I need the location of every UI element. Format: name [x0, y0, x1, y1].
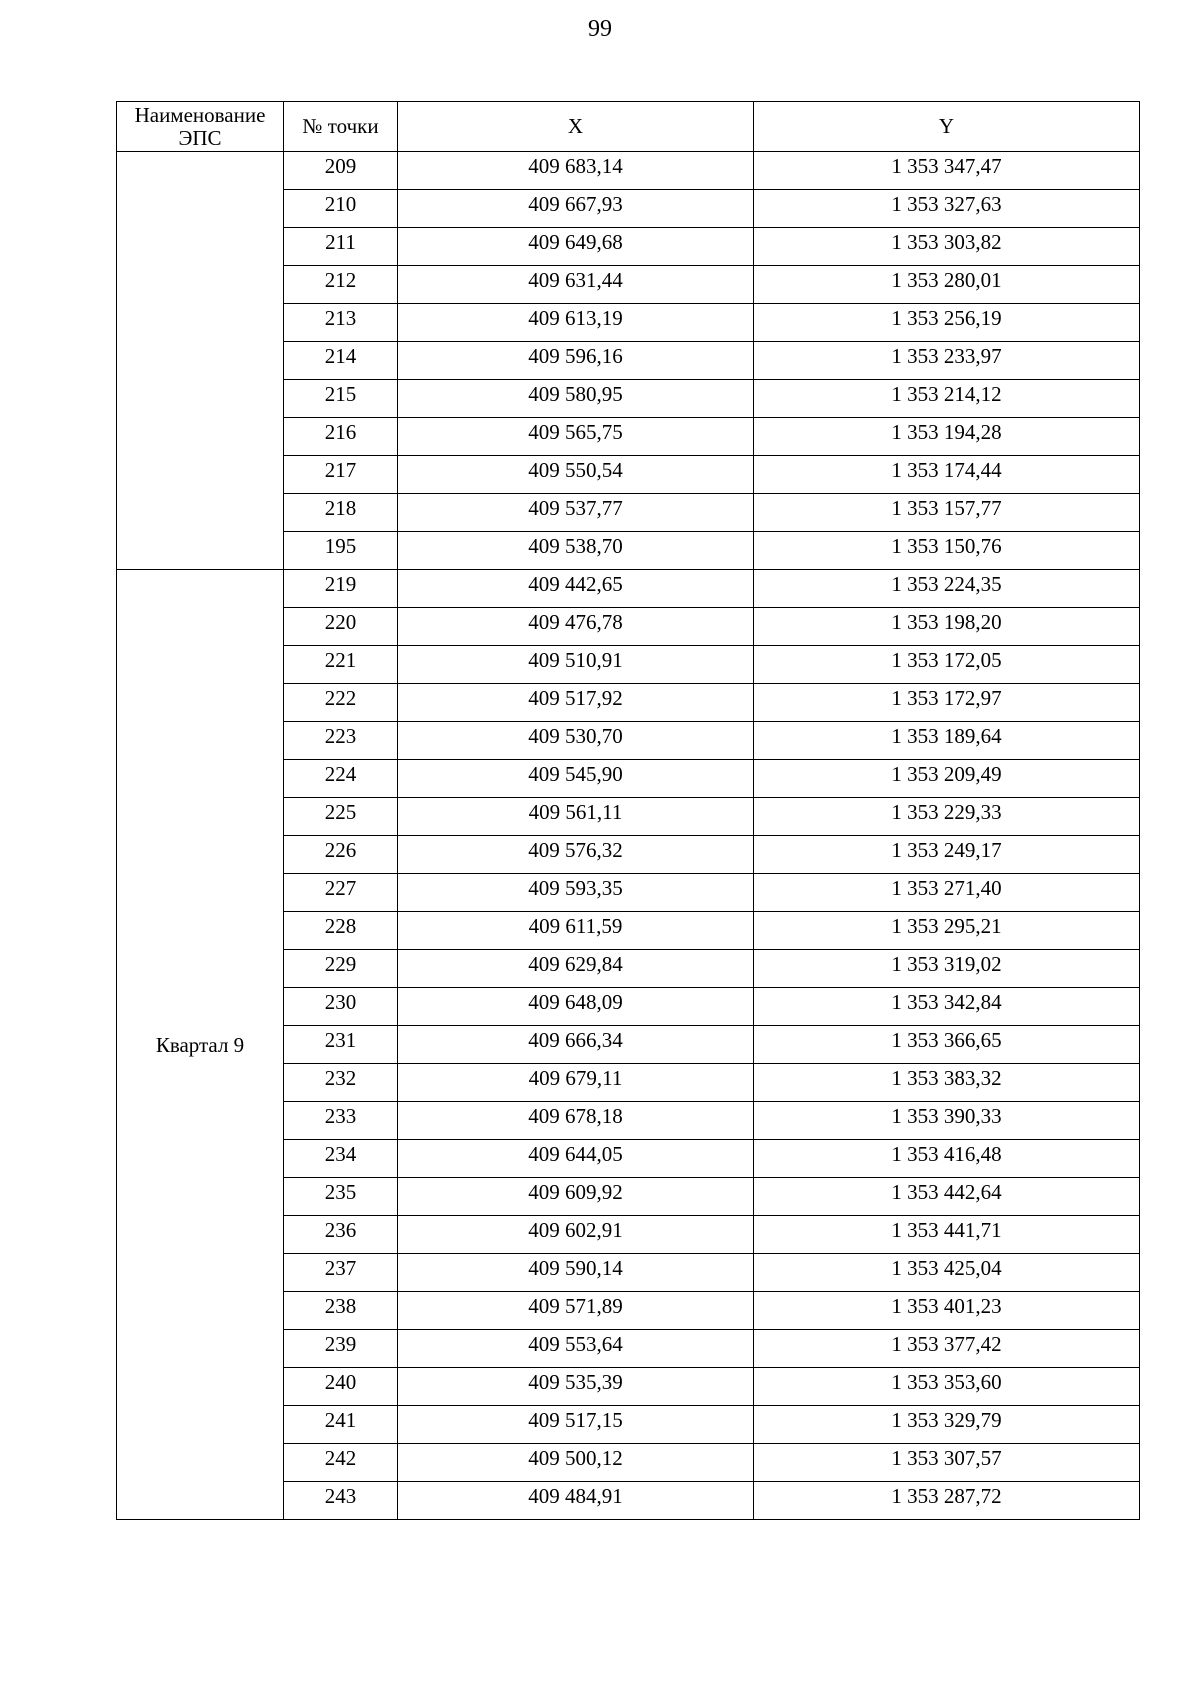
x-coordinate-cell: 409 535,39	[398, 1368, 754, 1406]
y-coordinate-cell: 1 353 280,01	[754, 266, 1140, 304]
point-number-cell: 240	[284, 1368, 398, 1406]
y-coordinate-cell: 1 353 172,97	[754, 684, 1140, 722]
point-number-cell: 218	[284, 494, 398, 532]
point-number-cell: 220	[284, 608, 398, 646]
point-number-cell: 224	[284, 760, 398, 798]
point-number-cell: 228	[284, 912, 398, 950]
point-number-cell: 229	[284, 950, 398, 988]
y-coordinate-cell: 1 353 327,63	[754, 190, 1140, 228]
point-number-cell: 236	[284, 1216, 398, 1254]
point-number-cell: 235	[284, 1178, 398, 1216]
point-number-cell: 226	[284, 836, 398, 874]
x-coordinate-cell: 409 530,70	[398, 722, 754, 760]
x-coordinate-cell: 409 576,32	[398, 836, 754, 874]
point-number-cell: 219	[284, 570, 398, 608]
y-coordinate-cell: 1 353 157,77	[754, 494, 1140, 532]
point-number-cell: 195	[284, 532, 398, 570]
point-number-cell: 232	[284, 1064, 398, 1102]
y-coordinate-cell: 1 353 441,71	[754, 1216, 1140, 1254]
x-coordinate-cell: 409 631,44	[398, 266, 754, 304]
x-coordinate-cell: 409 553,64	[398, 1330, 754, 1368]
y-coordinate-cell: 1 353 271,40	[754, 874, 1140, 912]
x-coordinate-cell: 409 666,34	[398, 1026, 754, 1064]
header-row	[117, 102, 1140, 152]
y-coordinate-cell: 1 353 209,49	[754, 760, 1140, 798]
point-number-cell: 209	[284, 152, 398, 190]
y-coordinate-cell: 1 353 174,44	[754, 456, 1140, 494]
point-number-cell: 241	[284, 1406, 398, 1444]
y-coordinate-cell: 1 353 249,17	[754, 836, 1140, 874]
y-coordinate-cell: 1 353 353,60	[754, 1368, 1140, 1406]
y-coordinate-cell: 1 353 329,79	[754, 1406, 1140, 1444]
eps-name-cell: Квартал 9	[117, 570, 284, 1520]
point-number-cell: 223	[284, 722, 398, 760]
x-coordinate-cell: 409 580,95	[398, 380, 754, 418]
x-coordinate-cell: 409 667,93	[398, 190, 754, 228]
header-name: Наименование ЭПС	[117, 102, 284, 152]
point-number-cell: 225	[284, 798, 398, 836]
x-coordinate-cell: 409 565,75	[398, 418, 754, 456]
point-number-cell: 227	[284, 874, 398, 912]
x-coordinate-cell: 409 679,11	[398, 1064, 754, 1102]
point-number-cell: 216	[284, 418, 398, 456]
x-coordinate-cell: 409 602,91	[398, 1216, 754, 1254]
y-coordinate-cell: 1 353 442,64	[754, 1178, 1140, 1216]
point-number-cell: 234	[284, 1140, 398, 1178]
x-coordinate-cell: 409 571,89	[398, 1292, 754, 1330]
x-coordinate-cell: 409 649,68	[398, 228, 754, 266]
x-coordinate-cell: 409 561,11	[398, 798, 754, 836]
y-coordinate-cell: 1 353 307,57	[754, 1444, 1140, 1482]
point-number-cell: 214	[284, 342, 398, 380]
x-coordinate-cell: 409 648,09	[398, 988, 754, 1026]
table-row	[117, 152, 1140, 190]
x-coordinate-cell: 409 538,70	[398, 532, 754, 570]
x-coordinate-cell: 409 484,91	[398, 1482, 754, 1520]
x-coordinate-cell: 409 593,35	[398, 874, 754, 912]
y-coordinate-cell: 1 353 416,48	[754, 1140, 1140, 1178]
x-coordinate-cell: 409 442,65	[398, 570, 754, 608]
y-coordinate-cell: 1 353 383,32	[754, 1064, 1140, 1102]
y-coordinate-cell: 1 353 390,33	[754, 1102, 1140, 1140]
point-number-cell: 211	[284, 228, 398, 266]
header-x: X	[398, 102, 754, 152]
y-coordinate-cell: 1 353 229,33	[754, 798, 1140, 836]
point-number-cell: 230	[284, 988, 398, 1026]
y-coordinate-cell: 1 353 224,35	[754, 570, 1140, 608]
x-coordinate-cell: 409 644,05	[398, 1140, 754, 1178]
point-number-cell: 242	[284, 1444, 398, 1482]
point-number-cell: 233	[284, 1102, 398, 1140]
coordinates-table	[116, 101, 1140, 1520]
y-coordinate-cell: 1 353 347,47	[754, 152, 1140, 190]
point-number-cell: 231	[284, 1026, 398, 1064]
x-coordinate-cell: 409 596,16	[398, 342, 754, 380]
point-number-cell: 213	[284, 304, 398, 342]
y-coordinate-cell: 1 353 295,21	[754, 912, 1140, 950]
x-coordinate-cell: 409 550,54	[398, 456, 754, 494]
y-coordinate-cell: 1 353 377,42	[754, 1330, 1140, 1368]
y-coordinate-cell: 1 353 198,20	[754, 608, 1140, 646]
y-coordinate-cell: 1 353 287,72	[754, 1482, 1140, 1520]
x-coordinate-cell: 409 683,14	[398, 152, 754, 190]
y-coordinate-cell: 1 353 233,97	[754, 342, 1140, 380]
x-coordinate-cell: 409 545,90	[398, 760, 754, 798]
point-number-cell: 212	[284, 266, 398, 304]
point-number-cell: 237	[284, 1254, 398, 1292]
y-coordinate-cell: 1 353 342,84	[754, 988, 1140, 1026]
x-coordinate-cell: 409 517,15	[398, 1406, 754, 1444]
table-header	[117, 102, 1140, 152]
x-coordinate-cell: 409 609,92	[398, 1178, 754, 1216]
eps-name-cell	[117, 152, 284, 570]
x-coordinate-cell: 409 476,78	[398, 608, 754, 646]
y-coordinate-cell: 1 353 256,19	[754, 304, 1140, 342]
point-number-cell: 221	[284, 646, 398, 684]
table-body	[117, 152, 1140, 1520]
header-y: Y	[754, 102, 1140, 152]
point-number-cell: 210	[284, 190, 398, 228]
y-coordinate-cell: 1 353 303,82	[754, 228, 1140, 266]
x-coordinate-cell: 409 611,59	[398, 912, 754, 950]
x-coordinate-cell: 409 510,91	[398, 646, 754, 684]
page-number: 99	[588, 16, 612, 42]
x-coordinate-cell: 409 500,12	[398, 1444, 754, 1482]
y-coordinate-cell: 1 353 366,65	[754, 1026, 1140, 1064]
y-coordinate-cell: 1 353 401,23	[754, 1292, 1140, 1330]
table-row	[117, 570, 1140, 608]
point-number-cell: 243	[284, 1482, 398, 1520]
x-coordinate-cell: 409 590,14	[398, 1254, 754, 1292]
y-coordinate-cell: 1 353 150,76	[754, 532, 1140, 570]
y-coordinate-cell: 1 353 425,04	[754, 1254, 1140, 1292]
point-number-cell: 222	[284, 684, 398, 722]
y-coordinate-cell: 1 353 172,05	[754, 646, 1140, 684]
point-number-cell: 238	[284, 1292, 398, 1330]
point-number-cell: 217	[284, 456, 398, 494]
y-coordinate-cell: 1 353 189,64	[754, 722, 1140, 760]
y-coordinate-cell: 1 353 214,12	[754, 380, 1140, 418]
x-coordinate-cell: 409 517,92	[398, 684, 754, 722]
x-coordinate-cell: 409 537,77	[398, 494, 754, 532]
header-point-number: № точки	[284, 102, 398, 152]
point-number-cell: 215	[284, 380, 398, 418]
x-coordinate-cell: 409 629,84	[398, 950, 754, 988]
x-coordinate-cell: 409 613,19	[398, 304, 754, 342]
point-number-cell: 239	[284, 1330, 398, 1368]
y-coordinate-cell: 1 353 194,28	[754, 418, 1140, 456]
x-coordinate-cell: 409 678,18	[398, 1102, 754, 1140]
y-coordinate-cell: 1 353 319,02	[754, 950, 1140, 988]
